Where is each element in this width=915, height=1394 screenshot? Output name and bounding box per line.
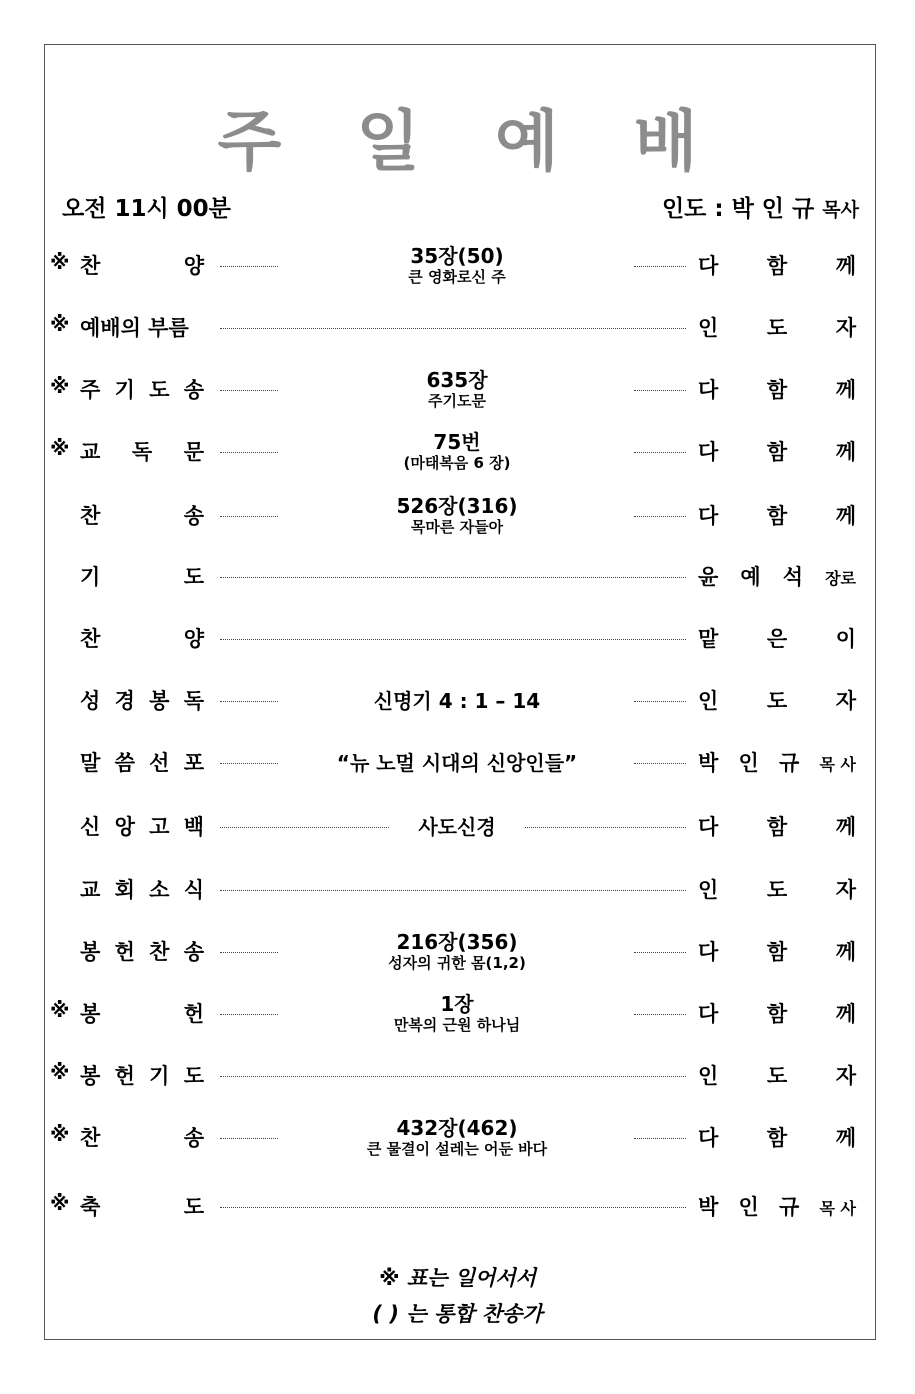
resp-char: 예 (740, 565, 761, 589)
label-char: 선 (149, 751, 170, 775)
resp-char: 다 (698, 1126, 719, 1150)
page-title: 주 일 예 배 (217, 103, 724, 180)
resp-char: 께 (835, 815, 856, 839)
resp-char: 석 (782, 565, 804, 589)
resp-char: 께 (835, 440, 856, 464)
responsible-party (698, 685, 856, 715)
label-char: 앙 (114, 815, 135, 839)
label-char: 찬 (80, 1126, 101, 1150)
resp-char: 함 (766, 940, 788, 964)
worship-item-row (0, 743, 915, 783)
resp-char: 인 (698, 316, 719, 340)
worship-item-label (80, 623, 204, 653)
detail-main: 526장(316) (396, 494, 518, 518)
leader-dots (220, 1076, 686, 1077)
resp-char: 이 (835, 627, 856, 651)
label-char: 독 (183, 689, 204, 713)
leader-dots (220, 1014, 278, 1015)
service-leader (662, 190, 859, 223)
label-char: 말 (80, 751, 101, 775)
responsible-party (698, 312, 856, 342)
responsible-party (698, 623, 856, 653)
worship-item-label (80, 312, 204, 342)
leader-dots (634, 1014, 686, 1015)
detail-main: 216장(356) (396, 930, 518, 954)
leader-dots (634, 266, 686, 267)
resp-char: 은 (766, 627, 788, 651)
worship-item-label (80, 500, 204, 530)
label-char: 축 (80, 1195, 101, 1219)
leader-title: 목사 (822, 199, 859, 221)
leader-dots (220, 577, 686, 578)
worship-item-label (80, 998, 204, 1028)
worship-item-row (0, 619, 915, 659)
label-char: 독 (131, 440, 153, 464)
worship-item-row (0, 370, 915, 410)
resp-char: 윤 (698, 565, 719, 589)
resp-char: 인 (738, 751, 759, 775)
leader-dots (220, 639, 686, 640)
leader-dots (220, 390, 278, 391)
label-char: 신 (80, 815, 101, 839)
label-char: 헌 (114, 1064, 135, 1088)
resp-char: 다 (698, 940, 719, 964)
responsible-party (698, 998, 856, 1028)
service-time: 오전 11시 00분 (62, 196, 231, 222)
worship-item-row (0, 308, 915, 348)
resp-char: 함 (766, 254, 788, 278)
resp-char: 박 (698, 751, 719, 775)
worship-item-row (0, 246, 915, 286)
label-char: 봉 (149, 689, 170, 713)
leader-dots (634, 1138, 686, 1139)
label-char: 고 (149, 815, 170, 839)
worship-item-detail (280, 430, 634, 472)
worship-item-row (0, 496, 915, 536)
label-char: 헌 (114, 940, 135, 964)
label-char: 찬 (80, 254, 101, 278)
resp-char: 인 (698, 878, 719, 902)
leader-dots (634, 516, 686, 517)
worship-item-label (80, 374, 204, 404)
detail-sub: 목마른 자들아 (410, 518, 504, 536)
label-char: 경 (114, 689, 135, 713)
resp-char: 박 (698, 1195, 719, 1219)
label-char: 송 (183, 940, 204, 964)
label-char: 백 (183, 815, 204, 839)
leader-name: 인도 : 박 인 규 (661, 196, 815, 222)
resp-char: 께 (835, 504, 856, 528)
label-char: 찬 (149, 940, 170, 964)
resp-char: 목 사 (819, 1199, 856, 1218)
worship-item-label (80, 936, 204, 966)
responsible-party (698, 874, 856, 904)
label-char: 소 (149, 878, 170, 902)
label-char: 기 (114, 378, 135, 402)
label-char: 봉 (80, 1064, 101, 1088)
label-char: 찬 (80, 627, 101, 651)
resp-char: 함 (766, 378, 788, 402)
label-char: 헌 (183, 1002, 204, 1026)
worship-item-label (80, 685, 204, 715)
resp-char: 다 (698, 254, 719, 278)
label-char: 포 (183, 751, 204, 775)
label-char: 도 (183, 565, 204, 589)
label-char: 기 (149, 1064, 170, 1088)
detail-sub: (마태복음 6 장) (403, 454, 511, 472)
leader-dots (634, 452, 686, 453)
worship-item-label (80, 747, 204, 777)
resp-char: 도 (766, 1064, 788, 1088)
detail-sub: 주기도문 (428, 392, 486, 410)
label-char: 송 (183, 1126, 204, 1150)
resp-char: 께 (835, 1126, 856, 1150)
standing-mark: ※ (50, 250, 70, 274)
resp-char: 규 (779, 1195, 800, 1219)
responsible-party (698, 936, 856, 966)
worship-item-label (80, 436, 204, 466)
resp-char: 다 (698, 815, 719, 839)
resp-char: 자 (835, 316, 856, 340)
label-char: 주 (80, 378, 101, 402)
worship-item-row (0, 994, 915, 1034)
leader-dots (220, 516, 278, 517)
resp-char: 도 (766, 316, 788, 340)
resp-char: 다 (698, 1002, 719, 1026)
leader-dots (525, 827, 686, 828)
standing-mark: ※ (50, 312, 70, 336)
resp-char: 인 (698, 1064, 719, 1088)
resp-char: 인 (738, 1195, 759, 1219)
worship-item-detail (280, 992, 634, 1034)
resp-char: 인 (698, 689, 719, 713)
leader-dots (220, 701, 278, 702)
worship-item-row (0, 432, 915, 472)
responsible-party (698, 374, 856, 404)
leader-dots (220, 1138, 278, 1139)
worship-item-label (80, 1060, 204, 1090)
leader-dots (634, 952, 686, 953)
worship-item-row (0, 932, 915, 972)
label-char: 양 (183, 627, 204, 651)
detail-main: 사도신경 (418, 815, 496, 839)
standing-mark: ※ (50, 1122, 70, 1146)
resp-char: 께 (835, 254, 856, 278)
detail-sub: 큰 물결이 설레는 어둔 바다 (366, 1140, 548, 1158)
worship-item-row (0, 681, 915, 721)
resp-char: 도 (766, 878, 788, 902)
responsible-party (698, 436, 856, 466)
detail-sub: 큰 영화로신 주 (408, 268, 506, 286)
label-char: 문 (183, 440, 204, 464)
detail-main: 432장(462) (396, 1116, 518, 1140)
leader-dots (220, 890, 686, 891)
label-char: 도 (149, 378, 170, 402)
detail-main: 신명기 4 : 1 – 14 (373, 689, 541, 713)
detail-sub: 성자의 귀한 몸(1,2) (388, 954, 526, 972)
leader-dots (220, 328, 686, 329)
resp-char: 다 (698, 504, 719, 528)
leader-dots (220, 763, 278, 764)
standing-mark: ※ (50, 374, 70, 398)
worship-item-row (0, 1056, 915, 1096)
worship-item-detail (280, 244, 634, 286)
resp-char: 함 (766, 815, 788, 839)
label-char: 교 (80, 878, 101, 902)
worship-item-label (80, 874, 204, 904)
worship-item-label (80, 1122, 204, 1152)
worship-item-detail (280, 368, 634, 410)
resp-char: 도 (766, 689, 788, 713)
detail-main: “뉴 노멀 시대의 신앙인들” (336, 751, 578, 775)
resp-char: 자 (835, 878, 856, 902)
resp-char: 함 (766, 1002, 788, 1026)
standing-mark: ※ (50, 436, 70, 460)
worship-item-detail (280, 681, 634, 721)
label-char: 도 (183, 1064, 204, 1088)
worship-item-row (0, 870, 915, 910)
worship-item-row (0, 807, 915, 847)
label-char: 도 (183, 1195, 204, 1219)
responsible-party (698, 811, 856, 841)
leader-dots (634, 701, 686, 702)
resp-char: 다 (698, 378, 719, 402)
standing-mark: ※ (50, 1191, 70, 1215)
standing-mark: ※ (50, 1060, 70, 1084)
worship-item-label (80, 1191, 204, 1221)
responsible-party (698, 1191, 856, 1221)
responsible-party (698, 561, 856, 591)
responsible-party (698, 500, 856, 530)
worship-item-detail (280, 743, 634, 783)
worship-item-row (0, 1118, 915, 1158)
resp-char: 장로 (825, 569, 856, 588)
worship-item-label (80, 250, 204, 280)
leader-dots (220, 452, 278, 453)
worship-item-detail (280, 494, 634, 536)
detail-main: 1장 (440, 992, 474, 1016)
resp-char: 함 (766, 504, 788, 528)
footnote-standing: ※ 표는 일어서서 (379, 1266, 536, 1290)
worship-item-label (80, 561, 204, 591)
label-char: 송 (183, 378, 204, 402)
responsible-party (698, 1060, 856, 1090)
leader-dots (220, 952, 278, 953)
detail-main: 635장 (426, 368, 488, 392)
resp-char: 맡 (698, 627, 719, 651)
resp-char: 규 (779, 751, 800, 775)
label-char: 회 (114, 878, 135, 902)
leader-dots (634, 390, 686, 391)
label-char: 봉 (80, 1002, 101, 1026)
resp-char: 께 (835, 1002, 856, 1026)
worship-item-label (80, 811, 204, 841)
worship-item-detail (280, 1116, 634, 1158)
label-char: 식 (183, 878, 204, 902)
resp-char: 함 (766, 440, 788, 464)
detail-sub: 만복의 근원 하나님 (393, 1016, 521, 1034)
worship-item-row (0, 1187, 915, 1227)
resp-char: 께 (835, 940, 856, 964)
footnote-hymnal: ( ) 는 통합 찬송가 (372, 1302, 543, 1326)
detail-main: 75번 (433, 430, 481, 454)
leader-dots (634, 763, 686, 764)
responsible-party (698, 747, 856, 777)
resp-char: 자 (835, 1064, 856, 1088)
label-char: 예배의 부름 (80, 316, 189, 340)
leader-dots (220, 1207, 686, 1208)
label-char: 봉 (80, 940, 101, 964)
resp-char: 목 사 (819, 755, 856, 774)
resp-char: 함 (766, 1126, 788, 1150)
leader-dots (220, 827, 389, 828)
label-char: 씀 (114, 751, 135, 775)
worship-item-row (0, 557, 915, 597)
standing-mark: ※ (50, 998, 70, 1022)
responsible-party (698, 250, 856, 280)
label-char: 양 (183, 254, 204, 278)
label-char: 찬 (80, 504, 101, 528)
resp-char: 다 (698, 440, 719, 464)
label-char: 기 (80, 565, 101, 589)
leader-dots (220, 266, 278, 267)
detail-main: 35장(50) (410, 244, 504, 268)
worship-item-detail (280, 930, 634, 972)
label-char: 교 (80, 440, 101, 464)
resp-char: 께 (835, 378, 856, 402)
resp-char: 자 (835, 689, 856, 713)
label-char: 송 (183, 504, 204, 528)
responsible-party (698, 1122, 856, 1152)
label-char: 성 (80, 689, 101, 713)
